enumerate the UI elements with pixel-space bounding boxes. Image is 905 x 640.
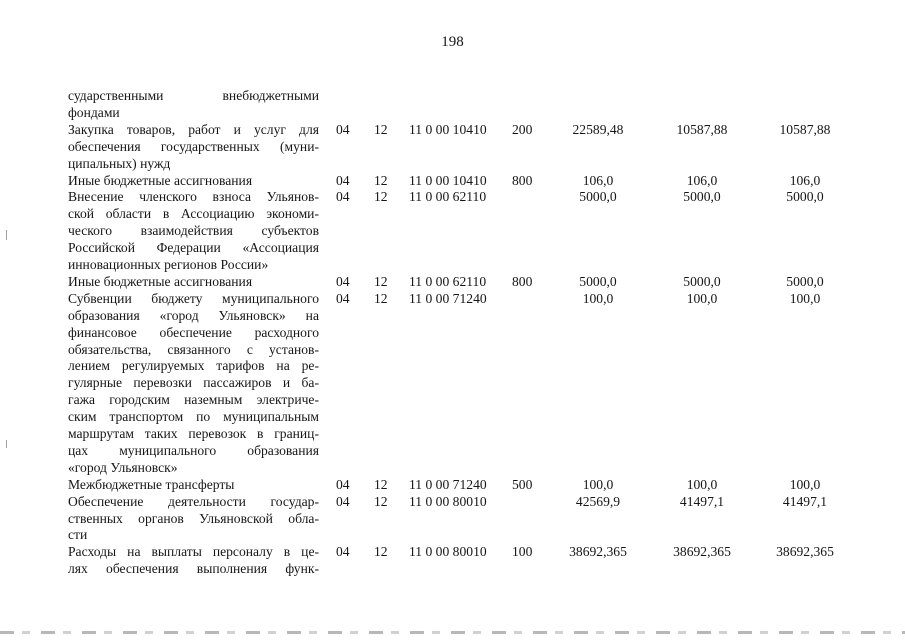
amount-year-1: 100,0: [582, 476, 614, 492]
description-line: Расходы на выплаты персоналу в це-: [68, 544, 319, 560]
subsection-code: 12: [374, 172, 388, 188]
target-article-code: 11 0 00 71240: [409, 476, 487, 492]
scan-edge-mark: [6, 230, 7, 240]
section-code: 04: [336, 493, 350, 509]
subsection-code: 12: [374, 189, 388, 205]
amount-year-2: 38692,365: [673, 544, 731, 560]
description-line: сти: [68, 527, 88, 543]
row-description: [68, 189, 319, 274]
row-description: [68, 477, 319, 494]
description-line: Субвенции бюджету муниципального: [68, 290, 319, 306]
description-line: обязательства, связанного с установ-: [68, 341, 319, 357]
description-line: ческого взаимодействия субъектов: [68, 223, 319, 239]
description-line: образования «город Ульяновск» на: [68, 307, 319, 323]
description-line: сударственными внебюджетными: [68, 88, 319, 103]
expense-type-code: 200: [512, 121, 533, 137]
description-line: Российской Федерации «Ассоциация: [68, 240, 319, 256]
section-code: 04: [336, 290, 350, 306]
description-line: лях обеспечения выполнения функ-: [68, 561, 319, 577]
description-line: «город Ульяновск»: [68, 459, 178, 475]
amount-year-1: 22589,48: [572, 121, 624, 137]
amount-year-1: 106,0: [582, 172, 614, 188]
description-line: лением регулируемых тарифов на ре-: [68, 358, 319, 374]
description-line: Обеспечение деятельности государ-: [68, 493, 319, 509]
amount-year-2: 100,0: [686, 290, 718, 306]
section-code: 04: [336, 476, 350, 492]
amount-year-1: 38692,365: [569, 544, 627, 560]
expense-type-code: 800: [512, 172, 533, 188]
amount-year-3: 41497,1: [782, 493, 828, 509]
description-line: Закупка товаров, работ и услуг для: [68, 121, 319, 137]
target-article-code: 11 0 00 62110: [409, 273, 487, 289]
target-article-code: 11 0 00 10410: [409, 172, 487, 188]
subsection-code: 12: [374, 493, 388, 509]
amount-year-2: 100,0: [686, 476, 718, 492]
amount-year-3: 100,0: [789, 476, 821, 492]
description-line: Межбюджетные трансферты: [68, 476, 235, 492]
description-line: гажа городским наземным электриче-: [68, 392, 319, 408]
description-line: цах муниципального образования: [68, 442, 319, 458]
expense-type-code: 800: [512, 273, 533, 289]
target-article-code: 11 0 00 62110: [409, 189, 487, 205]
amount-year-3: 5000,0: [786, 189, 824, 205]
amount-year-3: 100,0: [789, 290, 821, 306]
description-line: маршрутам таких перевозок в границ-: [68, 426, 319, 442]
target-article-code: 11 0 00 80010: [409, 544, 487, 560]
target-article-code: 11 0 00 10410: [409, 121, 487, 137]
subsection-code: 12: [374, 273, 388, 289]
description-line: Иные бюджетные ассигнования: [68, 273, 253, 289]
description-line: инновационных регионов России»: [68, 257, 269, 273]
amount-year-2: 5000,0: [683, 273, 721, 289]
scan-edge-mark: [6, 440, 7, 448]
amount-year-3: 10587,88: [779, 121, 831, 137]
expense-type-code: 100: [512, 544, 533, 560]
description-line: обеспечения государственных (муни-: [68, 138, 319, 154]
amount-year-3: 5000,0: [786, 273, 824, 289]
description-line: гулярные перевозки пассажиров и ба-: [68, 375, 319, 391]
expense-type-code: 500: [512, 476, 533, 492]
description-line: ским транспортом по муниципальным: [68, 409, 319, 425]
section-code: 04: [336, 121, 350, 137]
row-description: [68, 494, 319, 545]
amount-year-2: 106,0: [686, 172, 718, 188]
description-line: Иные бюджетные ассигнования: [68, 172, 253, 188]
description-line: ской области в Ассоциацию экономи-: [68, 206, 319, 222]
subsection-code: 12: [374, 476, 388, 492]
target-article-code: 11 0 00 71240: [409, 290, 487, 306]
scan-edge-bar: [0, 631, 905, 634]
amount-year-1: 100,0: [582, 290, 614, 306]
row-description: [68, 88, 319, 122]
row-description: [68, 274, 319, 291]
row-description: [68, 122, 319, 173]
row-description: [68, 173, 319, 190]
amount-year-1: 5000,0: [579, 189, 617, 205]
description-line: финансовое обеспечение расходного: [68, 324, 319, 340]
subsection-code: 12: [374, 544, 388, 560]
amount-year-2: 5000,0: [683, 189, 721, 205]
amount-year-1: 42569,9: [575, 493, 621, 509]
amount-year-2: 41497,1: [679, 493, 725, 509]
subsection-code: 12: [374, 290, 388, 306]
page-number: 198: [441, 34, 464, 50]
amount-year-2: 10587,88: [676, 121, 728, 137]
section-code: 04: [336, 544, 350, 560]
description-line: ственных органов Ульяновской обла-: [68, 510, 319, 526]
section-code: 04: [336, 172, 350, 188]
row-description: [68, 544, 319, 578]
amount-year-1: 5000,0: [579, 273, 617, 289]
description-line: ципальных) нужд: [68, 155, 171, 171]
section-code: 04: [336, 189, 350, 205]
target-article-code: 11 0 00 80010: [409, 493, 487, 509]
row-description: [68, 291, 319, 477]
amount-year-3: 106,0: [789, 172, 821, 188]
subsection-code: 12: [374, 121, 388, 137]
section-code: 04: [336, 273, 350, 289]
description-line: Внесение членского взноса Ульянов-: [68, 189, 319, 205]
description-line: фондами: [68, 104, 120, 120]
amount-year-3: 38692,365: [776, 544, 834, 560]
